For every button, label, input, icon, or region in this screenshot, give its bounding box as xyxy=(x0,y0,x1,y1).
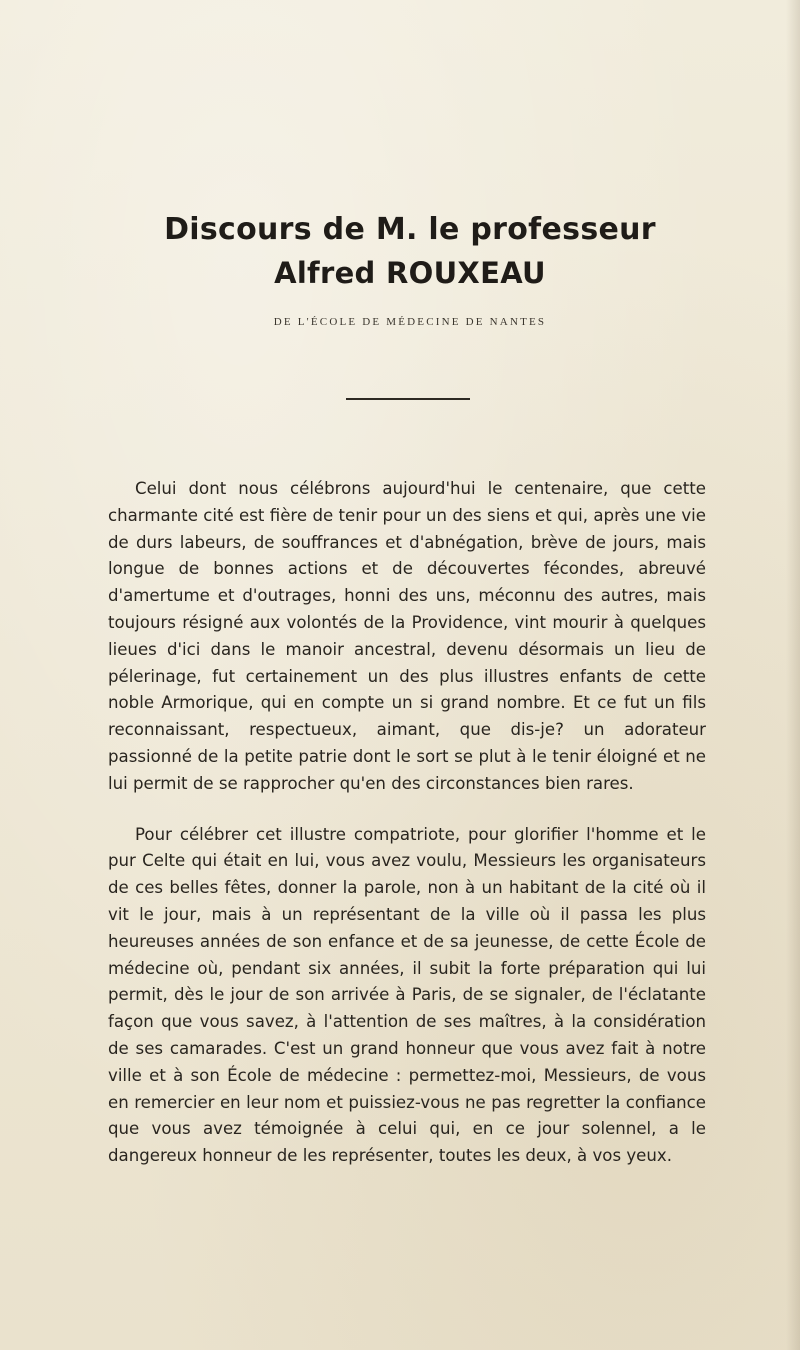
paragraph-1: Celui dont nous célébrons aujourd'hui le centenaire, que cette charmante cité est fière de tenir pour un des siens et qui, après une vie de durs labeurs, de souffrances et d'abnégation, brève de jours, mais longue de bonnes actions et de découvertes fécondes, abreuvé d'amertume et d'outrages, honni des uns, méconnu des autres, mais toujours résigné aux volontés de la Providence, vint mourir à quelques lieues d'ici dans le manoir ancestral, devenu désormais un lieu de pélerinage, fut certainement un des plus illustres enfants de cette noble Armorique, qui en compte un si grand nombre. Et ce fut un fils reconnaissant, respectueux, aimant, que dis-je? un adorateur passionné de la petite patrie dont le sort se plut à le tenir éloigné et ne lui permit de se rapprocher qu'en des circonstances bien rares. xyxy=(108,479,706,793)
separator-rule xyxy=(346,398,470,400)
subtitle: DE L'ÉCOLE DE MÉDECINE DE NANTES xyxy=(273,316,547,328)
title-line-1: Discours de M. le professeur xyxy=(164,212,656,247)
body-text xyxy=(108,476,706,1170)
page-edge-shadow xyxy=(786,0,800,1350)
title-line-2: Alfred ROUXEAU xyxy=(274,256,546,290)
paragraph-2: Pour célébrer cet illustre compatriote, pour glorifier l'homme et le pur Celte qui était en lui, vous avez voulu, Messieurs les organisateurs de ces belles fêtes, donner la parole, non à un habitant de la cité où il vit le jour, mais à un représentant de la ville où il passa les plus heureuses années de son enfance et de sa jeunesse, de cette École de médecine où, pendant six années, il subit la forte préparation qui lui permit, dès le jour de son arrivée à Paris, de se signaler, de l'éclatante façon que vous savez, à l'attention de ses maîtres, à la considération de ses camarades. C'est un grand honneur que vous avez fait à notre ville et à son École de médecine : permettez-moi, Messieurs, de vous en remercier en leur nom et puissiez-vous ne pas regretter la confiance que vous avez témoignée à celui qui, en ce jour solennel, a le dangereux honneur de les représenter, toutes les deux, à vos yeux. xyxy=(108,824,706,1166)
